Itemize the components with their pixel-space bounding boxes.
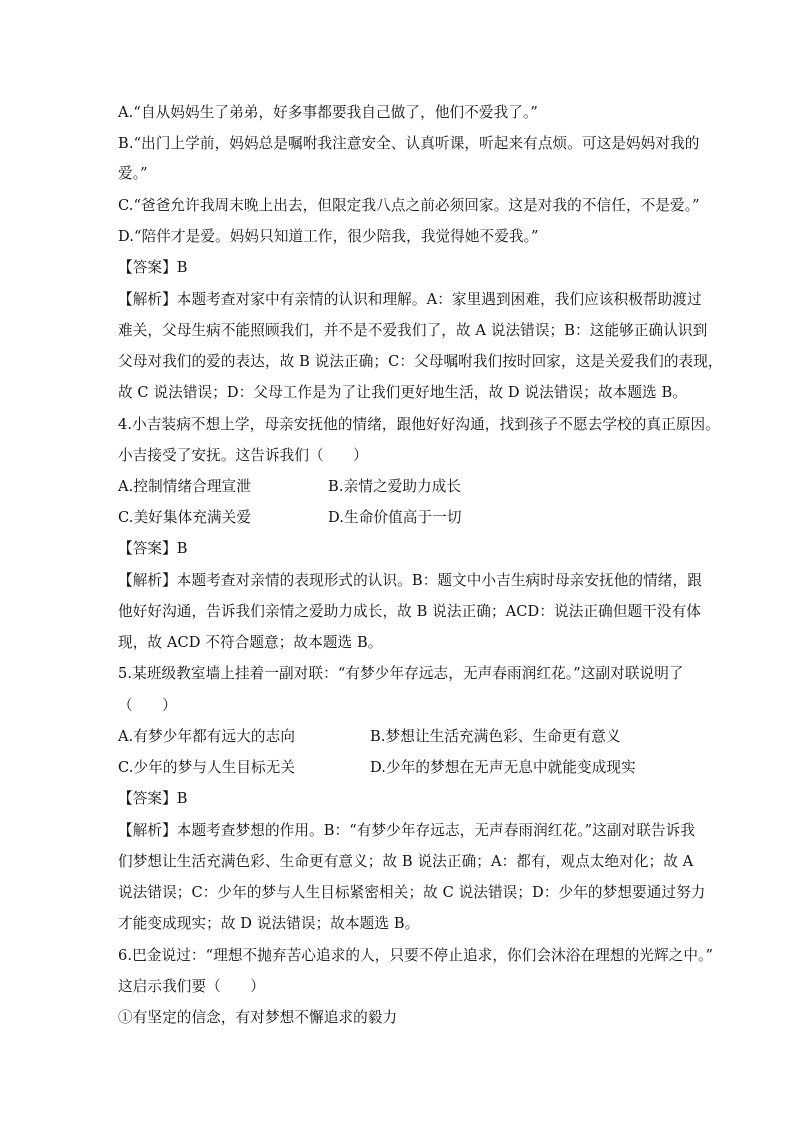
q5-option-b: B.梦想让生活充满色彩、生命更有意义 — [370, 728, 621, 745]
q5-stem-line1: 5.某班级教室墙上挂着一副对联：“有梦少年存远志，无声春雨润红花。”这副对联说明了 — [118, 665, 684, 682]
q3-option-b-line2: 爱。” — [118, 165, 148, 182]
q4-stem-line2: 小吉接受了安抚。这告诉我们（ ） — [118, 447, 368, 464]
q5-option-c: C.少年的梦与人生目标无关 — [118, 759, 296, 776]
q3-answer: 【答案】B — [118, 259, 188, 276]
q6-stem-line1: 6.巴金说过：“理想不抛弃苦心追求的人，只要不停止追求，你们会沐浴在理想的光辉之中。” — [118, 947, 714, 964]
q5-analysis-line2: 们梦想让生活充满色彩、生命更有意义；故 B 说法正确；A：都有，观点太绝对化；故 A — [118, 853, 694, 870]
q3-analysis-line2: 难关，父母生病不能照顾我们，并不是不爱我们了，故 A 说法错误；B：这能够正确认识到 — [118, 322, 708, 339]
q4-option-c: C.美好集体充满关爱 — [118, 509, 252, 526]
q4-option-a: A.控制情绪合理宣泄 — [118, 478, 251, 495]
q4-answer: 【答案】B — [118, 540, 188, 557]
q5-analysis-line4: 才能变成现实；故 D 说法错误；故本题选 B。 — [118, 915, 420, 932]
q5-option-a: A.有梦少年都有远大的志向 — [118, 728, 296, 745]
q5-option-d: D.少年的梦想在无声无息中就能变成现实 — [370, 759, 636, 776]
q3-analysis-line4: 故 C 说法错误；D：父母工作是为了让我们更好地生活，故 D 说法错误；故本题选 B。 — [118, 384, 687, 401]
q4-analysis-line2: 他好好沟通，告诉我们亲情之爱助力成长，故 B 说法正确；ACD：说法正确但题干没有体 — [118, 603, 701, 620]
q3-analysis-line3: 父母对我们的爱的表达，故 B 说法正确；C：父母嘱咐我们按时回家，这是关爱我们的表现， — [118, 353, 723, 370]
q3-analysis-line1: 【解析】本题考查对家中有亲情的认识和理解。A：家里遇到困难，我们应该积极帮助渡过 — [118, 291, 702, 308]
q5-answer: 【答案】B — [118, 790, 188, 807]
q5-stem-line2: （ ） — [118, 697, 177, 714]
q5-analysis-line1: 【解析】本题考查梦想的作用。B：“有梦少年存远志，无声春雨润红花。”这副对联告诉我 — [118, 822, 696, 839]
q4-analysis-line1: 【解析】本题考查对亲情的表现形式的认识。B：题文中小吉生病时母亲安抚他的情绪，跟 — [118, 572, 702, 589]
q4-option-b: B.亲情之爱助力成长 — [328, 478, 462, 495]
q4-analysis-line3: 现，故 ACD 不符合题意；故本题选 B。 — [118, 634, 383, 651]
q6-item-1: ①有坚定的信念，有对梦想不懈追求的毅力 — [118, 1009, 398, 1026]
q6-stem-line2: 这启示我们要（ ） — [118, 978, 265, 995]
q3-option-a: A.“自从妈妈生了弟弟，好多事都要我自己做了，他们不爱我了。” — [118, 104, 538, 121]
q4-stem-line1: 4.小吉装病不想上学，母亲安抚他的情绪，跟他好好沟通，找到孩子不愿去学校的真正原因。 — [118, 416, 720, 433]
q3-option-c: C.“爸爸允许我周末晚上出去，但限定我八点之前必须回家。这是对我的不信任，不是爱。” — [118, 197, 700, 214]
q3-option-b-line1: B.“出门上学前，妈妈总是嘱咐我注意安全、认真听课，听起来有点烦。可这是妈妈对我的 — [118, 135, 700, 152]
q4-option-d: D.生命价值高于一切 — [328, 509, 462, 526]
q3-option-d: D.“陪伴才是爱。妈妈只知道工作，很少陪我，我觉得她不爱我。” — [118, 228, 539, 245]
q5-analysis-line3: 说法错误；C：少年的梦与人生目标紧密相关；故 C 说法错误；D：少年的梦想要通过努力 — [118, 884, 706, 901]
